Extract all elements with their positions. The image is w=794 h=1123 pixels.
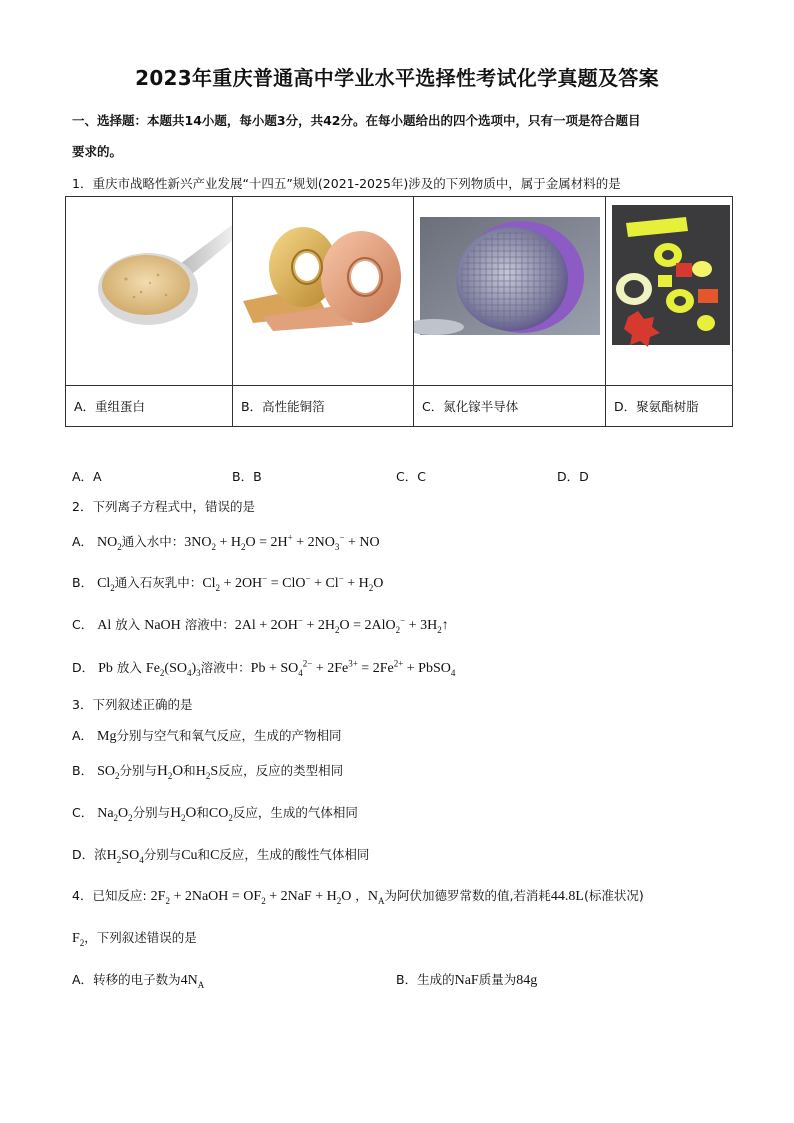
q2-c-cond2: 溶液中： [184, 617, 235, 632]
q2-b-equation: $Cl_2 + 2OH^- = ClO^- + Cl^- + H_2O$ [202, 573, 384, 593]
q2-option-d [72, 658, 455, 677]
q2-b-cond: 通入石灰乳中： [114, 575, 203, 590]
q3-b-text3: 反应，反应的类型相同 [218, 763, 344, 778]
q2-c-cond: 放入 [115, 617, 141, 632]
q3-d-label: D． [72, 847, 95, 862]
q2-a-label: A． [72, 534, 94, 549]
q3-c-text1: 分别与 [132, 805, 171, 820]
q3-option-c [72, 803, 358, 822]
q4-stem-c: (标准状况) [583, 888, 644, 903]
q2-d-reagent: $Fe_2(SO_4)_3$ [145, 661, 201, 678]
q3-b-label: B． [72, 763, 94, 778]
q3-b-text1: 分别与 [119, 763, 157, 778]
q3-c-formula2: $H_2O$ [170, 805, 197, 823]
q2-d-cond: 放入 [116, 660, 142, 675]
caption-a: A．重组蛋白 [66, 386, 233, 427]
q3-b-formula3: $H_2S$ [195, 764, 219, 781]
q3-a-label: A． [72, 728, 94, 743]
q1-stem: 1．重庆市战略性新兴产业发展“十四五”规划(2021-2025年)涉及的下列物质中，属于金属材料的是 [72, 176, 621, 191]
q3-d-text3: 和 [197, 847, 211, 862]
q2-b-label: B． [72, 575, 94, 590]
protein-powder-spoon-image [66, 197, 232, 385]
q3-stem: 3．下列叙述正确的是 [72, 697, 193, 712]
q2-option-c [72, 615, 449, 634]
q4-b-text: 生成的 [417, 972, 455, 987]
q3-b-formula1: $SO_2$ [97, 764, 120, 781]
q4-b-formula: NaF [454, 973, 479, 988]
q2-c-formula: Al [97, 618, 112, 633]
image-cell-a [66, 197, 233, 386]
q3-c-formula3: $CO_2$ [208, 806, 233, 823]
q4-stem: 4．已知反应: $2F_2$ + 2NaOH = $OF_2 + 2NaF + H_2O$ ，$N_A$为阿伏加德罗常数的值,若消耗44.8L(标准状况) [72, 888, 644, 906]
q4-stem-a: 4．已知反应: [72, 888, 147, 903]
page-title: 2023年重庆普通高中学业水平选择性考试化学真题及答案 [135, 66, 659, 90]
q3-c-text3: 反应，生成的气体相同 [232, 805, 358, 820]
q3-d-text1: 浓 [94, 847, 107, 862]
q4-b-text2: 质量为 [478, 972, 517, 987]
q4-equation: $2F_2$ + 2NaOH = $OF_2 + 2NaF + H_2O$ [150, 889, 352, 906]
q3-option-a [72, 726, 342, 745]
q4-stem-line2 [72, 928, 197, 947]
q2-c-reagent: NaOH [144, 618, 181, 633]
q4-a-text: 转移的电子数为 [93, 972, 181, 987]
q3-c-label: C． [72, 805, 94, 820]
q2-d-equation: $Pb + SO_4^{2-} + 2Fe^{3+} = 2Fe^{2+}$ + PbSO$_4$ [250, 658, 456, 678]
q2-option-b [72, 573, 383, 592]
q3-d-formula2: Cu [181, 848, 198, 863]
q3-d-text4: 反应，生成的酸性气体相同 [219, 847, 370, 862]
q2-stem: 2．下列离子方程式中，错误的是 [72, 499, 255, 514]
q3-option-b [72, 761, 343, 780]
q4-stem2: ，下列叙述错误的是 [84, 930, 197, 945]
q3-a-formula: Mg [97, 729, 117, 744]
q2-d-cond2: 溶液中： [200, 660, 251, 675]
q3-d-formula1: $H_2SO_4$ [106, 848, 144, 865]
q4-f2: $F_2$ [72, 931, 85, 948]
q3-option-d [72, 845, 369, 864]
q2-a-cond: 通入水中： [121, 534, 185, 549]
q1-option-d: D．D [557, 469, 589, 484]
q3-c-text2: 和 [196, 805, 209, 820]
q2-a-formula: $NO_2$ [97, 535, 122, 552]
q4-b-label: B． [396, 972, 418, 987]
image-cell-c [414, 197, 606, 386]
q4-volume: 44.8L [550, 889, 584, 904]
q1-option-a: A．A [72, 469, 102, 484]
section-heading-line1: 一、选择题：本题共14小题，每小题3分，共42分。在每小题给出的四个选项中，只有一项是符合题目 [72, 113, 641, 128]
caption-b: B．高性能铜箔 [233, 386, 414, 427]
image-cell-d [606, 197, 733, 386]
q2-a-equation: $3NO_2 + H_2O = 2H^+ + 2NO_3^-$ + NO [184, 532, 380, 552]
image-cell-b [233, 197, 414, 386]
q3-d-formula3: C [210, 848, 220, 863]
q1-image-table [65, 196, 733, 427]
caption-d: D．聚氨酯树脂 [606, 386, 733, 427]
q1-option-c: C．C [396, 469, 426, 484]
q3-d-text2: 分别与 [143, 847, 182, 862]
q2-d-formula: Pb [98, 661, 113, 676]
q2-option-a [72, 532, 380, 551]
q4-a-label: A． [72, 972, 94, 987]
q2-c-equation: $2Al + 2OH^- + 2H_2O = 2AlO_2^-$ + $3H_2↑$ [234, 615, 449, 635]
q4-na-symbol: $N_A$ [367, 889, 385, 906]
q2-b-formula: $Cl_2$ [97, 576, 115, 593]
q4-option-a [72, 970, 204, 989]
q3-b-formula2: $H_2O$ [156, 763, 184, 781]
q3-b-text2: 和 [183, 763, 196, 778]
gan-semiconductor-wafer-image [414, 197, 605, 385]
q3-a-text: 分别与空气和氧气反应，生成的产物相同 [116, 728, 342, 743]
q2-c-label: C． [72, 617, 94, 632]
polyurethane-parts-image [606, 197, 732, 385]
caption-c: C．氮化镓半导体 [414, 386, 606, 427]
q2-d-label: D． [72, 660, 95, 675]
q4-option-b [396, 970, 537, 989]
q4-b-value: 84g [516, 973, 538, 988]
copper-foil-rolls-image [233, 197, 413, 385]
q4-stem-b: 为阿伏加德罗常数的值,若消耗 [384, 888, 551, 903]
section-heading-line2: 要求的。 [72, 144, 123, 159]
q4-a-value: $4N_A$ [180, 973, 205, 990]
q1-option-b: B．B [232, 469, 262, 484]
q3-c-formula1: $Na_2O_2$ [97, 806, 133, 823]
